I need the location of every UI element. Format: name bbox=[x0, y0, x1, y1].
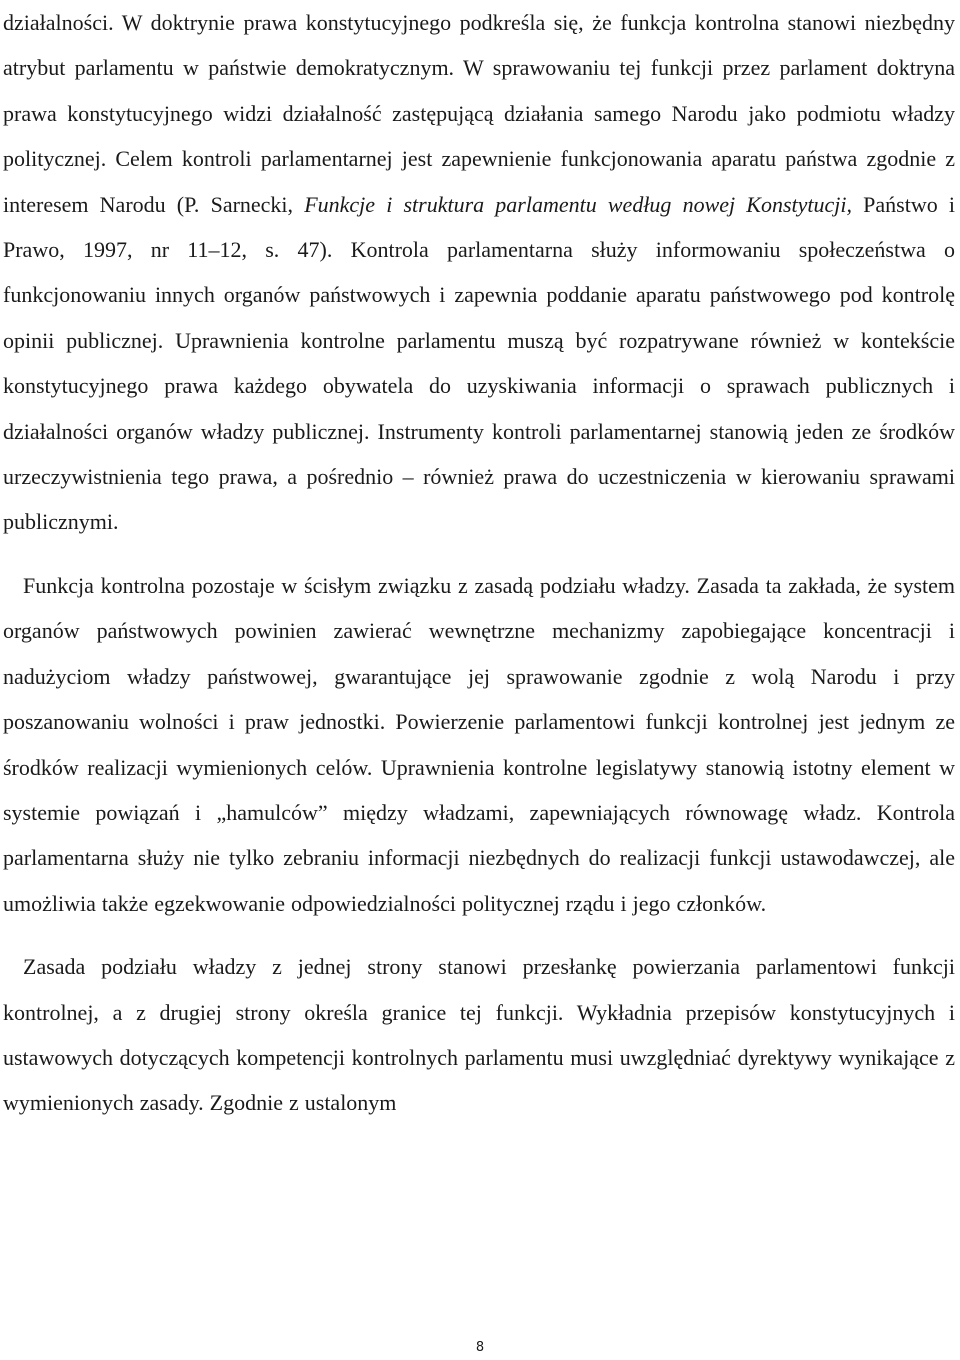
paragraph-1-text-continued: Państwo i Prawo, 1997, nr 11–12, s. 47). Kontrola parlamentarna służy informowaniu społeczeństwa o funkcjonowaniu innych organów państwowych i zapewnia poddanie aparatu państwowego pod kontrolę opinii publicznej. Uprawnienia kontrolne parlamentu muszą być rozpatrywane również w kontekście konstytucyjnego prawa każdego obywatela do uzyskiwania informacji o sprawach publicznych i działalności organów władzy publicznej. Instrumenty kontroli parlamentarnej stanowią jeden ze środków urzeczywistnienia tego prawa, a pośrednio – również prawa do uczestniczenia w kierowaniu sprawami publicznymi. bbox=[3, 191, 955, 535]
paragraph-2-text: Funkcja kontrolna pozostaje w ścisłym związku z zasadą podziału władzy. Zasada ta zakłada, że system organów państwowych powinien zawierać wewnętrzne mechanizmy zapobiegające koncentracji i nadużyciom władzy państwowej, gwarantujące jej sprawowanie zgodnie z wolą Narodu i przy poszanowaniu wolności i praw jednostki. Powierzenie parlamentowi funkcji kontrolnej jest jednym ze środków realizacji wymienionych celów. Uprawnienia kontrolne legislatywy stanowią istotny element w systemie powiązań i „hamulców” między władzami, zapewniających równowagę władz. Kontrola parlamentarna służy nie tylko zebraniu informacji niezbędnych do realizacji funkcji ustawodawczej, ale umożliwia także egzekwowanie odpowiedzialności politycznej rządu i jego członków. bbox=[3, 572, 955, 916]
paragraph-1 bbox=[3, 0, 955, 545]
paragraph-3 bbox=[3, 944, 955, 1126]
paragraph-3-text: Zasada podziału władzy z jednej strony stanowi przesłankę powierzania parlamentowi funkcji kontrolnej, a z drugiej strony określa granice tej funkcji. Wykładnia przepisów konstytucyjnych i ustawowych dotyczących kompetencji kontrolnych parlamentu musi uwzględniać dyrektywy wynikające z wymienionych zasady. Zgodnie z ustalonym bbox=[3, 954, 955, 1116]
page-number: 8 bbox=[475, 1340, 485, 1355]
cited-work-title: Funkcje i struktura parlamentu według nowej Konstytucji, bbox=[304, 191, 853, 217]
document-body bbox=[3, 0, 955, 1126]
paragraph-1-text: działalności. W doktrynie prawa konstytucyjnego podkreśla się, że funkcja kontrolna stanowi niezbędny atrybut parlamentu w państwie demokratycznym. W sprawowaniu tej funkcji przez parlament doktryna prawa konstytucyjnego widzi działalność zastępującą działania samego Narodu jako podmiotu władzy politycznej. Celem kontroli parlamentarnej jest zapewnienie funkcjonowania aparatu państwa zgodnie z interesem Narodu (P. Sarnecki, bbox=[3, 10, 955, 217]
paragraph-2 bbox=[3, 563, 955, 926]
